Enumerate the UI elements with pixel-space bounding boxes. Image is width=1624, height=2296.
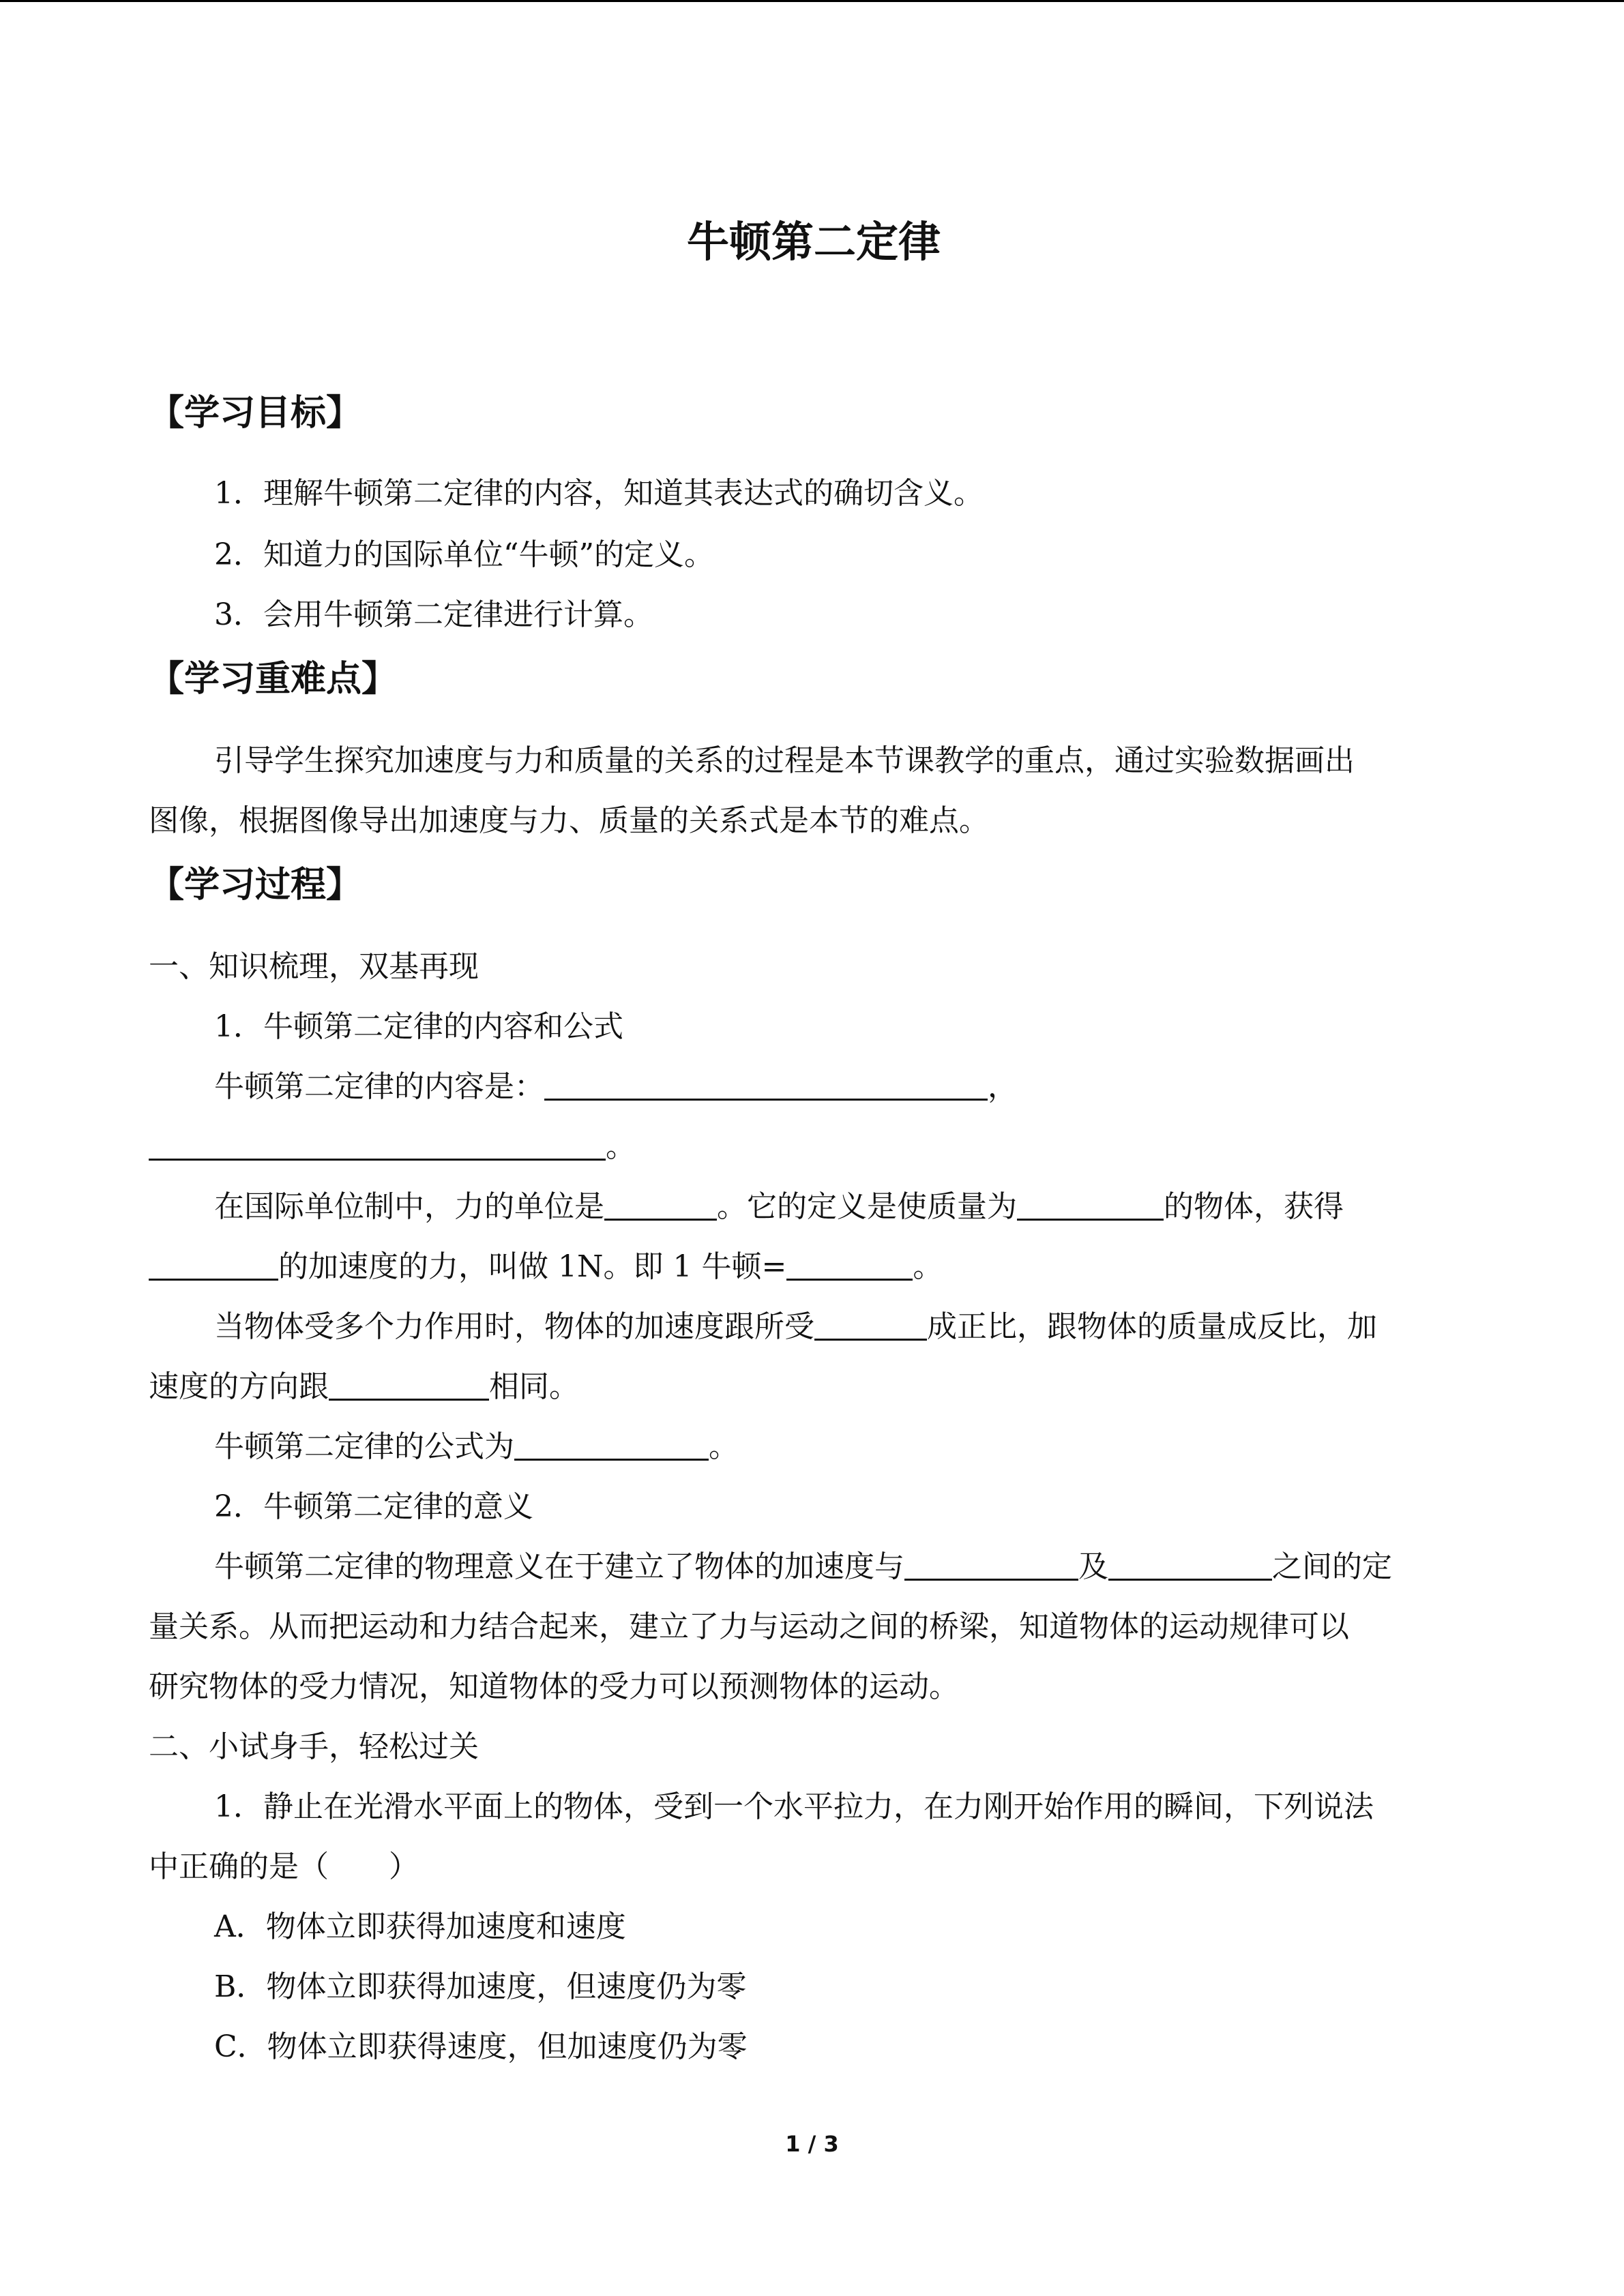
content-label: 牛顿第二定律的内容是： — [214, 1069, 544, 1104]
option-c: C．物体立即获得速度，但加速度仍为零 — [214, 2029, 748, 2064]
multi-force-line — [149, 1305, 1377, 1349]
page-title: 牛顿第二定律 — [686, 217, 941, 267]
formula-line — [149, 1425, 739, 1469]
meaning-line: 量关系。从而把运动和力结合起来，建立了力与运动之间的桥梁，知道物体的运动规律可以 — [149, 1609, 1349, 1644]
section-heading-difficulty: 【学习重难点】 — [149, 659, 398, 700]
goal-item: 2．知道力的国际单位“牛顿”的定义。 — [214, 537, 714, 572]
text-span: 。 — [913, 1249, 943, 1284]
answer-blank[interactable] — [149, 1129, 606, 1161]
text-span: 之间的定 — [1272, 1549, 1392, 1584]
goal-item: 1．理解牛顿第二定律的内容，知道其表达式的确切含义。 — [214, 476, 984, 511]
difficulty-text: 图像，根据图像导出加速度与力、质量的关系式是本节的难点。 — [149, 803, 989, 838]
answer-blank[interactable] — [1017, 1189, 1164, 1221]
part2-heading: 二、小试身手，轻松过关 — [149, 1729, 479, 1764]
text-span: 当物体受多个力作用时，物体的加速度跟所受 — [214, 1309, 814, 1344]
page-number: 1 / 3 — [785, 2131, 839, 2157]
answer-blank[interactable] — [1108, 1549, 1272, 1581]
text-span: 的物体，获得 — [1164, 1189, 1344, 1224]
question-text: 中正确的是（ ） — [149, 1849, 419, 1884]
punctuation: 。 — [606, 1129, 636, 1164]
text-span: 相同。 — [489, 1369, 579, 1404]
unit-line — [149, 1245, 943, 1289]
text-span: 。 — [709, 1429, 739, 1464]
punctuation: ， — [988, 1069, 1018, 1104]
answer-blank[interactable] — [544, 1069, 988, 1101]
answer-blank[interactable] — [514, 1429, 709, 1461]
content-line — [149, 1125, 636, 1169]
question-text: 1．静止在光滑水平面上的物体，受到一个水平拉力，在力刚开始作用的瞬间，下列说法 — [214, 1789, 1374, 1824]
meaning-line — [149, 1545, 1392, 1589]
difficulty-text: 引导学生探究加速度与力和质量的关系的过程是本节课教学的重点，通过实验数据画出 — [214, 743, 1355, 778]
text-span: 成正比，跟物体的质量成反比，加 — [927, 1309, 1377, 1344]
text-span: 的加速度的力，叫做 1N。即 1 牛顿= — [278, 1249, 787, 1284]
page-top-border — [0, 0, 1624, 2]
option-b: B．物体立即获得加速度，但速度仍为零 — [214, 1969, 747, 2004]
text-span: 。它的定义是使质量为 — [717, 1189, 1017, 1224]
subheading: 2．牛顿第二定律的意义 — [214, 1489, 533, 1524]
content-line — [149, 1065, 1018, 1109]
text-span: 及 — [1078, 1549, 1108, 1584]
part1-heading: 一、知识梳理，双基再现 — [149, 949, 479, 984]
answer-blank[interactable] — [904, 1549, 1078, 1581]
text-span: 牛顿第二定律的物理意义在于建立了物体的加速度与 — [214, 1549, 904, 1584]
text-span: 牛顿第二定律的公式为 — [214, 1429, 514, 1464]
option-a: A．物体立即获得加速度和速度 — [214, 1909, 626, 1944]
text-span: 速度的方向跟 — [149, 1369, 329, 1404]
subheading: 1．牛顿第二定律的内容和公式 — [214, 1009, 623, 1044]
answer-blank[interactable] — [786, 1249, 913, 1281]
section-heading-process: 【学习过程】 — [149, 865, 362, 906]
answer-blank[interactable] — [604, 1189, 717, 1221]
answer-blank[interactable] — [149, 1249, 278, 1281]
text-span: 在国际单位制中，力的单位是 — [214, 1189, 604, 1224]
meaning-line: 研究物体的受力情况，知道物体的受力可以预测物体的运动。 — [149, 1669, 959, 1704]
answer-blank[interactable] — [814, 1309, 927, 1341]
unit-line — [149, 1185, 1344, 1229]
answer-blank[interactable] — [329, 1369, 489, 1401]
section-heading-goals: 【学习目标】 — [149, 393, 362, 434]
multi-force-line — [149, 1365, 579, 1409]
goal-item: 3．会用牛顿第二定律进行计算。 — [214, 597, 653, 632]
